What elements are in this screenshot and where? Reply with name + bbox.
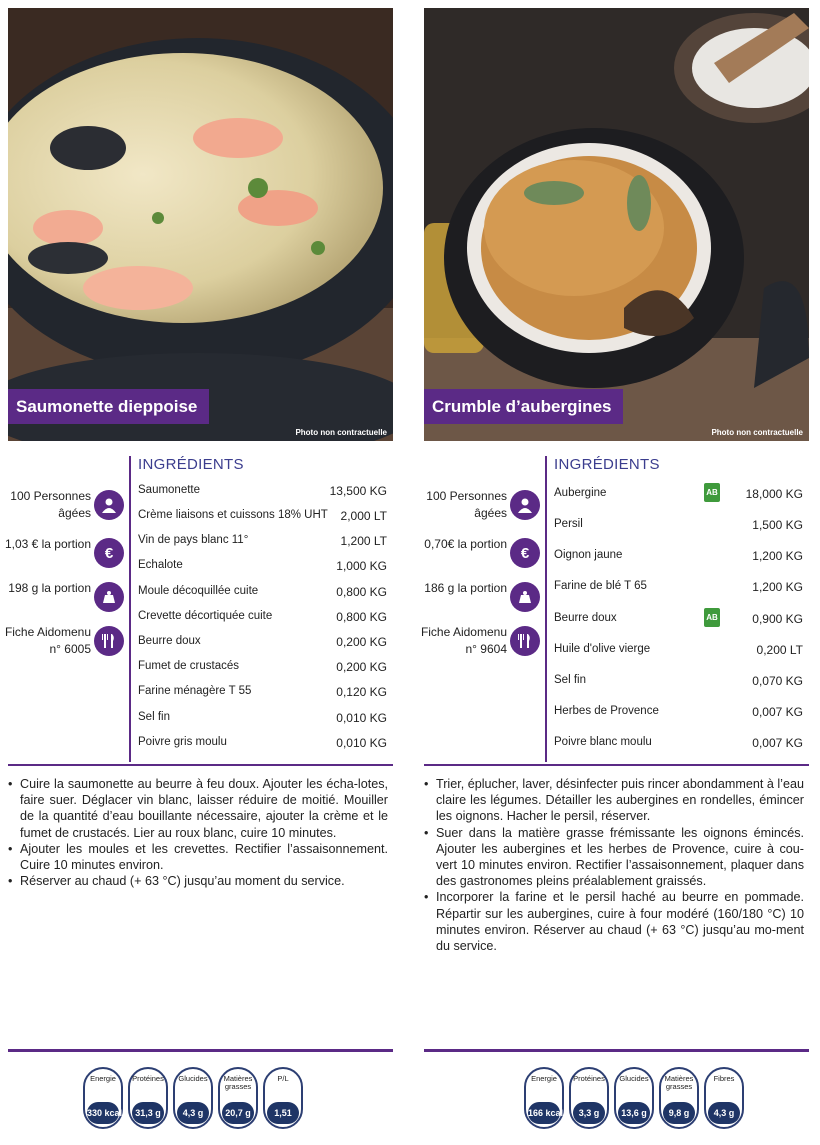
method-steps <box>424 776 804 954</box>
ingredient-qty: 1,000 KG <box>336 559 387 573</box>
ingredient-name: Echalote <box>138 559 183 571</box>
servings-info <box>8 488 124 524</box>
ingredient-name: Crevette décortiquée cuite <box>138 610 273 622</box>
ingredient-qty: 1,200 LT <box>340 534 387 548</box>
method-steps <box>8 776 388 889</box>
svg-text:€: € <box>520 545 530 562</box>
nutrition-fat <box>659 1067 699 1129</box>
divider <box>8 1049 393 1052</box>
price-info <box>424 536 540 572</box>
ingredient-qty: 2,000 LT <box>340 509 387 523</box>
portion-weight-info <box>424 580 540 616</box>
price-info <box>4 536 124 572</box>
ingredient-name: Poivre gris moulu <box>138 736 227 748</box>
organic-label-icon: AB <box>704 608 720 627</box>
scale-icon <box>510 582 540 612</box>
nutrition-value: 4,3 g <box>177 1102 209 1124</box>
nutrition-value: 1,51 <box>267 1102 299 1124</box>
nutrition-label: Protéines <box>573 1074 605 1083</box>
recipe-title: Crumble d’aubergines <box>424 389 623 424</box>
ingredient-name: Moule décoquillée cuite <box>138 585 259 597</box>
ingredient-qty: 1,200 KG <box>752 580 803 594</box>
nutrition-value: 330 kcal <box>87 1102 119 1124</box>
divider <box>545 456 547 762</box>
divider <box>424 1049 809 1052</box>
ingredient-name: Persil <box>554 518 583 530</box>
aidomenu-label: Fiche Aidomenu n° 9604 <box>420 625 507 656</box>
method-step: • Trier, éplucher, laver, désinfecter puis rincer abondamment à l’eau claire les légumes. Détailler les aubergines en rondelles, émincer les oignons. Hacher le persil, réserver. <box>424 776 804 825</box>
ingredient-qty: 0,200 KG <box>336 660 387 674</box>
portion-weight-info <box>8 580 124 616</box>
recipe-info <box>4 452 393 762</box>
nutrition-fibres <box>704 1067 744 1129</box>
svg-text:€: € <box>104 545 114 562</box>
ingredient-name: Sel fin <box>138 711 170 723</box>
nutrition-carbs <box>173 1067 213 1129</box>
ingredient-qty: 0,120 KG <box>336 685 387 699</box>
price-label: 1,03 € la portion <box>4 537 91 551</box>
dish-photo <box>8 8 393 441</box>
nutrition-value: 31,3 g <box>132 1102 164 1124</box>
servings-label: 100 Personnes âgées <box>10 489 91 520</box>
person-icon <box>94 490 124 520</box>
person-icon <box>510 490 540 520</box>
ingredient-name: Farine de blé T 65 <box>554 580 647 592</box>
ingredients-heading: INGRÉDIENTS <box>138 456 244 473</box>
method-step: • Incorporer la farine et le persil haché au beurre en pommade. Répartir sur les aubergines, cuire à four modéré (160/180 °C) 10 minutes environ. Réserver au chaud (+ 63 °C) jusqu’au mo-ment du service. <box>424 889 804 954</box>
organic-label-icon: AB <box>704 483 720 502</box>
nutrition-value: 9,8 g <box>663 1102 695 1124</box>
recipe-title: Saumonette dieppoise <box>8 389 209 424</box>
dish-photo <box>424 8 809 441</box>
nutrition-facts <box>524 1067 744 1129</box>
nutrition-value: 20,7 g <box>222 1102 254 1124</box>
method-step: • Cuire la saumonette au beurre à feu doux. Ajouter les écha-lotes, faire suer. Déglacer vin blanc, laisser réduire de moitié. Mouiller de la quantité d’eau bouillante nécessaire, ajouter la crème et le fumet de crustacés. Lier au roux blanc, cuire 10 minutes. <box>8 776 388 841</box>
ingredient-qty: 0,800 KG <box>336 585 387 599</box>
euro-icon <box>510 538 540 568</box>
ingredient-name: Poivre blanc moulu <box>554 736 652 748</box>
ingredient-qty: 0,200 KG <box>336 635 387 649</box>
servings-info <box>424 488 540 524</box>
ingredient-qty: 0,007 KG <box>752 705 803 719</box>
cutlery-icon <box>94 626 124 656</box>
ingredients-heading: INGRÉDIENTS <box>554 456 660 473</box>
nutrition-value: 166 kcal <box>528 1102 560 1124</box>
ingredient-name: Fumet de crustacés <box>138 660 239 672</box>
photo-disclaimer: Photo non contractuelle <box>295 428 387 437</box>
aidomenu-label: Fiche Aidomenu n° 6005 <box>4 625 91 656</box>
ingredient-name: Sel fin <box>554 674 586 686</box>
ingredient-qty: 1,500 KG <box>752 518 803 532</box>
nutrition-label: Glucides <box>619 1074 649 1083</box>
divider <box>8 764 393 766</box>
ingredient-name: Beurre doux <box>554 612 617 624</box>
portion-weight-label: 186 g la portion <box>424 581 507 595</box>
method-step: • Réserver au chaud (+ 63 °C) jusqu’au moment du service. <box>8 873 388 889</box>
recipe-info <box>420 452 809 762</box>
nutrition-label: Matières grasses <box>223 1074 253 1091</box>
ingredient-qty: 0,070 KG <box>752 674 803 688</box>
nutrition-pl-ratio <box>263 1067 303 1129</box>
servings-label: 100 Personnes âgées <box>426 489 507 520</box>
ingredient-name: Saumonette <box>138 484 201 496</box>
nutrition-facts <box>83 1067 303 1129</box>
ingredient-qty: 0,007 KG <box>752 736 803 750</box>
ingredient-qty: 0,900 KG <box>752 612 803 626</box>
nutrition-proteins <box>128 1067 168 1129</box>
scale-icon <box>94 582 124 612</box>
ingredient-qty: 18,000 KG <box>745 487 803 501</box>
ingredient-name: Beurre doux <box>138 635 201 647</box>
ingredient-qty: 1,200 KG <box>752 549 803 563</box>
divider <box>424 764 809 766</box>
nutrition-label: P/L <box>277 1074 289 1083</box>
ingredient-name: Vin de pays blanc 11° <box>138 534 249 546</box>
ingredient-name: Aubergine <box>554 487 607 499</box>
nutrition-label: Protéines <box>132 1074 164 1083</box>
divider <box>129 456 131 762</box>
nutrition-value: 3,3 g <box>573 1102 605 1124</box>
nutrition-energy <box>524 1067 564 1129</box>
nutrition-label: Fibres <box>713 1074 735 1083</box>
ingredient-qty: 13,500 KG <box>329 484 387 498</box>
aidomenu-info <box>420 624 540 660</box>
nutrition-value: 13,6 g <box>618 1102 650 1124</box>
nutrition-carbs <box>614 1067 654 1129</box>
ingredient-qty: 0,010 KG <box>336 736 387 750</box>
photo-disclaimer: Photo non contractuelle <box>711 428 803 437</box>
ingredient-name: Crème liaisons et cuissons 18% UHT <box>138 509 328 521</box>
nutrition-energy <box>83 1067 123 1129</box>
ingredient-name: Farine ménagère T 55 <box>138 685 252 697</box>
nutrition-fat <box>218 1067 258 1129</box>
nutrition-proteins <box>569 1067 609 1129</box>
nutrition-label: Energie <box>531 1074 557 1083</box>
nutrition-label: Energie <box>90 1074 116 1083</box>
aidomenu-info <box>4 624 124 660</box>
method-step: • Suer dans la matière grasse frémissante les oignons émincés. Ajouter les aubergines et les herbes de Provence, cuire à cou-vert 10 minutes environ. Rectifier l’assaisonnement, plaquer dans des gastronomes pleins préalablement graissés. <box>424 825 804 890</box>
ingredient-qty: 0,200 LT <box>756 643 803 657</box>
ingredient-name: Huile d'olive vierge <box>554 643 651 655</box>
nutrition-value: 4,3 g <box>708 1102 740 1124</box>
ingredient-name: Oignon jaune <box>554 549 623 561</box>
nutrition-label: Glucides <box>178 1074 208 1083</box>
euro-icon <box>94 538 124 568</box>
ingredient-qty: 0,010 KG <box>336 711 387 725</box>
method-step: • Ajouter les moules et les crevettes. Rectifier l’assaisonnement. Cuire 10 minutes environ. <box>8 841 388 873</box>
recipe-card-crumble <box>420 0 809 1145</box>
nutrition-label: Matières grasses <box>664 1074 694 1091</box>
ingredient-qty: 0,800 KG <box>336 610 387 624</box>
portion-weight-label: 198 g la portion <box>8 581 91 595</box>
recipe-card-saumonette <box>4 0 393 1145</box>
ingredient-name: Herbes de Provence <box>554 705 659 717</box>
cutlery-icon <box>510 626 540 656</box>
price-label: 0,70€ la portion <box>424 537 507 551</box>
